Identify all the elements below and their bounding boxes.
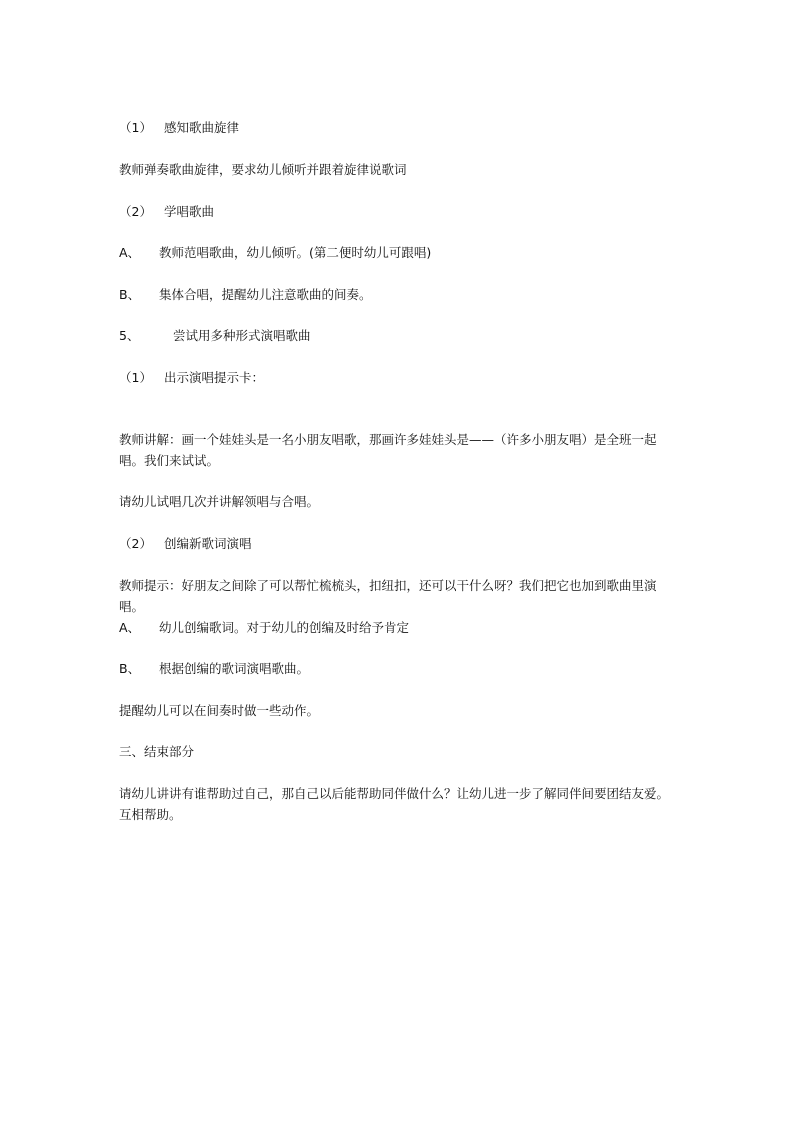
paragraph-text: 教师提示：好朋友之间除了可以帮忙梳梳头，扣纽扣，还可以干什么呀？我们把它也加到歌曲里演唱。 bbox=[119, 578, 657, 614]
list-marker: （2） bbox=[119, 536, 152, 551]
paragraph-sing-new bbox=[119, 658, 679, 679]
list-marker: B、 bbox=[119, 661, 141, 676]
paragraph-text: 出示演唱提示卡： bbox=[163, 370, 264, 385]
paragraph-text: 教师范唱歌曲，幼儿倾听。(第二便时幼儿可跟唱) bbox=[159, 245, 432, 260]
paragraph-try-forms bbox=[119, 325, 679, 346]
list-marker: （1） bbox=[119, 370, 152, 385]
paragraph-text: 教师弹奏歌曲旋律，要求幼儿倾听并跟着旋律说歌词 bbox=[119, 162, 407, 177]
paragraph-text: 三、结束部分 bbox=[119, 744, 195, 759]
paragraph-create-lyrics bbox=[119, 533, 679, 554]
paragraph-text: 请幼儿讲讲有谁帮助过自己，那自己以后能帮助同伴做什么？让幼儿进一步了解同伴间要团结友爱。互相帮助。 bbox=[119, 786, 670, 822]
list-marker: 5、 bbox=[119, 328, 140, 343]
paragraph-group-sing bbox=[119, 284, 679, 305]
paragraph-sense-melody bbox=[119, 117, 679, 138]
paragraph-text: 根据创编的歌词演唱歌曲。 bbox=[159, 661, 310, 676]
paragraph-text: 集体合唱，提醒幼儿注意歌曲的间奏。 bbox=[159, 287, 372, 302]
paragraph-teacher-plays bbox=[119, 159, 679, 180]
paragraph-child-create bbox=[119, 617, 679, 638]
paragraph-text: 创编新歌词演唱 bbox=[163, 536, 252, 551]
paragraph-teacher-explain bbox=[119, 429, 679, 471]
paragraph-text: 教师讲解：画一个娃娃头是一名小朋友唱歌，那画许多娃娃头是——（许多小朋友唱）是全班一起唱。我们来试试。 bbox=[119, 432, 657, 468]
paragraph-text: 提醒幼儿可以在间奏时做一些动作。 bbox=[119, 703, 320, 718]
list-marker: A、 bbox=[119, 245, 141, 260]
paragraph-text: 尝试用多种形式演唱歌曲 bbox=[173, 328, 311, 343]
list-marker: A、 bbox=[119, 620, 141, 635]
paragraph-remind-actions bbox=[119, 700, 679, 721]
paragraph-text: 请幼儿试唱几次并讲解领唱与合唱。 bbox=[119, 494, 320, 509]
list-marker: （2） bbox=[119, 204, 152, 219]
paragraph-learn-song bbox=[119, 201, 679, 222]
paragraph-text: 学唱歌曲 bbox=[163, 204, 214, 219]
paragraph-try-singing bbox=[119, 491, 679, 512]
paragraph-text: 感知歌曲旋律 bbox=[163, 120, 239, 135]
paragraph-teacher-hint bbox=[119, 575, 679, 617]
paragraph-ending-talk bbox=[119, 783, 679, 825]
list-marker: B、 bbox=[119, 287, 141, 302]
paragraph-teacher-demo bbox=[119, 242, 679, 263]
section-heading-ending bbox=[119, 741, 679, 762]
paragraph-text: 幼儿创编歌词。对于幼儿的创编及时给予肯定 bbox=[159, 620, 410, 635]
list-marker: （1） bbox=[119, 120, 152, 135]
paragraph-show-card bbox=[119, 367, 679, 388]
